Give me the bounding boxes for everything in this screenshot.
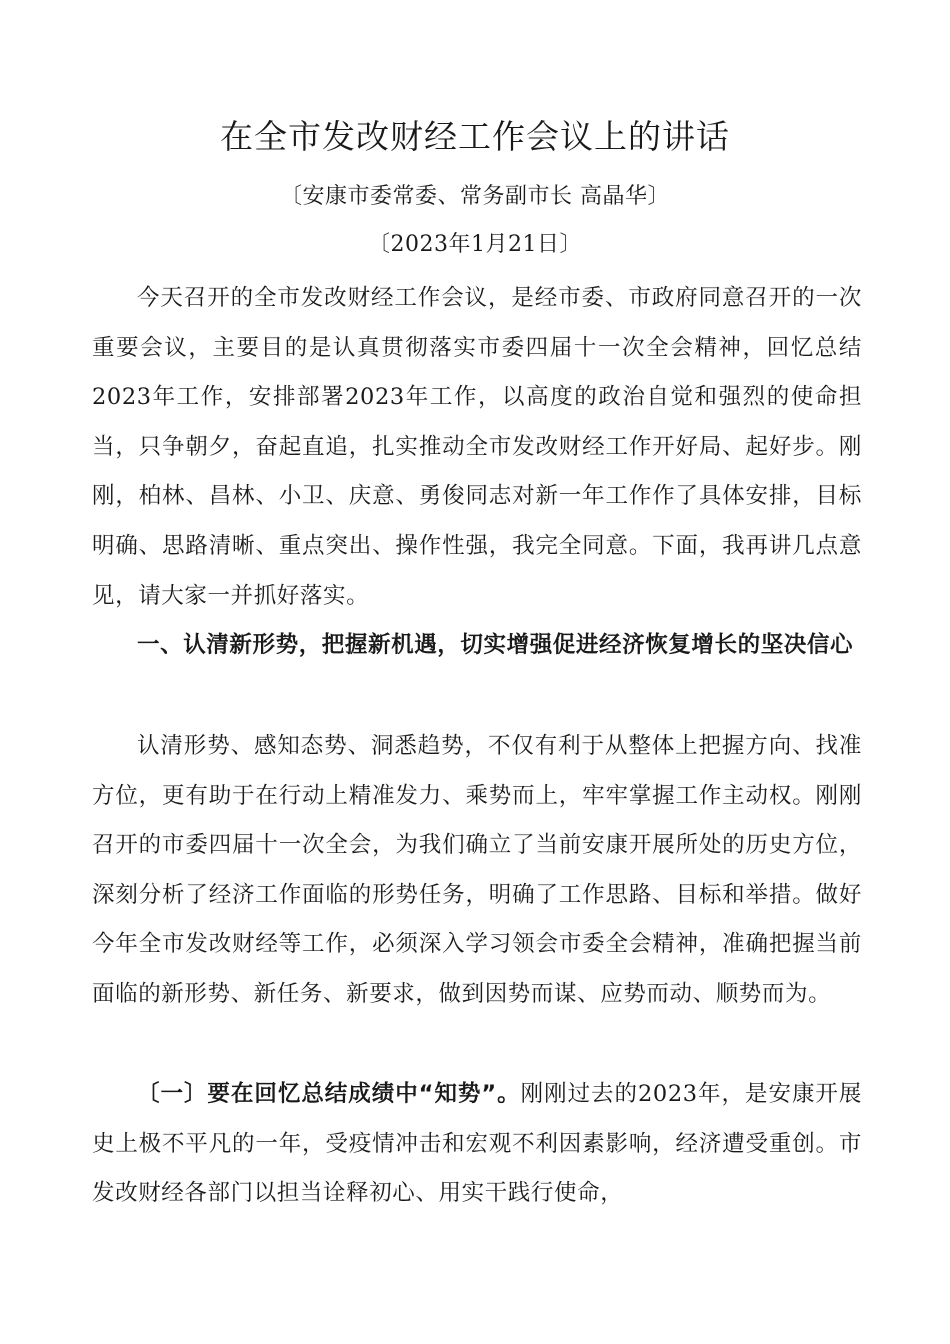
subsection-one-paragraph: [92, 1070, 862, 1219]
intro-paragraph: 今天召开的全市发改财经工作会议，是经市委、市政府同意召开的一次重要会议，主要目的是认真贯彻落实市委四届十一次全会精神，回忆总结2023年工作，安排部署2023年工作，以高度的政治自觉和强烈的使命担当，只争朝夕，奋起直追，扎实推动全市发改财经工作开好局、起好步。刚刚，柏林、昌林、小卫、庆意、勇俊同志对新一年工作作了具体安排，目标明确、思路清晰、重点突出、操作性强，我完全同意。下面，我再讲几点意见，请大家一并抓好落实。: [92, 285, 862, 609]
section-heading-one: 一、认清新形势，把握新机遇，切实增强促进经济恢复增长的坚决信心: [137, 632, 854, 658]
subsection-one-lead: 〔一〕要在回忆总结成绩中“知势”。: [137, 1081, 521, 1107]
section-one-paragraph: 认清形势、感知态势、洞悉趋势，不仅有利于从整体上把握方向、找准方位，更有助于在行动上精准发力、乘势而上，牢牢掌握工作主动权。刚刚召开的市委四届十一次全会，为我们确立了当前安康开展所处的历史方位，深刻分析了经济工作面临的形势任务，明确了工作思路、目标和举措。做好今年全市发改财经等工作，必须深入学习领会市委全会精神，准确把握当前面临的新形势、新任务、新要求，做到因势而谋、应势而动、顺势而为。: [92, 733, 862, 1007]
document-title: 在全市发改财经工作会议上的讲话: [220, 117, 730, 156]
date-line: 〔2023年1月21日〕: [368, 232, 582, 257]
subsection-one-text: 刚刚过去的2023年，是安康开展史上极不平凡的一年，受疫情冲击和宏观不利因素影响，经济遭受重创。市发改财经各部门以担当诠释初心、用实干践行使命，: [92, 1081, 862, 1207]
author-line: 〔安康市委常委、常务副市长 高晶华〕: [280, 184, 670, 209]
